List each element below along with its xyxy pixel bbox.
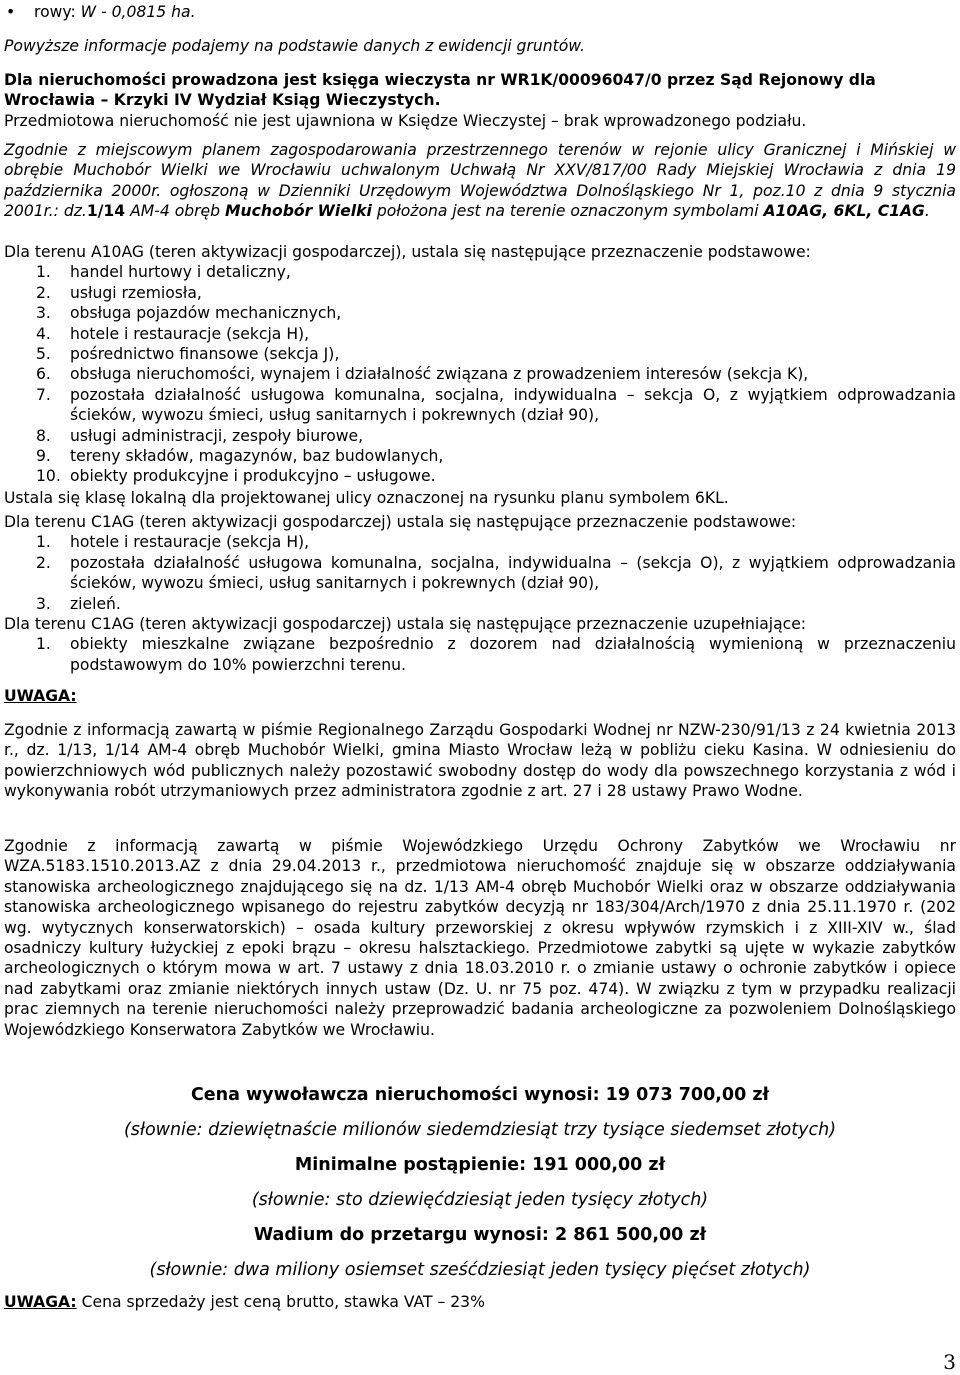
a10ag-section: [4, 242, 956, 487]
starting-price: Cena wywoławcza nieruchomości wynosi: 19 073 700,00 zł: [190, 1085, 770, 1105]
precinct-name: Muchobór Wielki: [225, 202, 372, 221]
zoning-plan-text: Zgodnie z miejscowym planem zagospodarowania przestrzennego terenów w rejonie ulicy Granicznej i Mińskiej w obrębie Muchobór Wielki we Wrocławiu uchwalonym Uchwałą Nr XXV/817/00 Rady Miejskiej Wrocławia z dnia 19 października 2000r. ogłoszoną w Dzienniki Urzędowym Województwa Dolnośląskiego Nr 1, poz.10 z dnia 9 stycznia 2001r.: dz.: [4, 141, 956, 221]
a10ag-list: [4, 262, 956, 486]
list-item: 5. pośrednictwo finansowe (sekcja J),: [36, 345, 340, 364]
list-item: 8. usługi administracji, zespoły biurowe,: [36, 426, 364, 445]
list-item: 4. hotele i restauracje (sekcja H),: [36, 324, 310, 343]
uwaga-heading: UWAGA:: [4, 687, 77, 705]
page-number: 3: [943, 1350, 956, 1374]
starting-price-words: (słownie: dziewiętnaście milionów siedemdziesiąt trzy tysiące siedemset złotych): [123, 1120, 837, 1140]
source-note: Powyższe informacje podajemy na podstawie danych z ewidencji gruntów.: [4, 37, 586, 55]
c1ag-supp-list: [4, 634, 956, 675]
bullet-item-ditches: [4, 2, 960, 22]
list-item: 7. pozostała działalność usługowa komunalna, socjalna, indywidualna – sekcja O, z wyjątkiem odprowadzania ścieków, wywozu śmieci, usług sanitarnych i pokrewnych (dział 90),: [36, 385, 956, 425]
6kl-class-note: Ustala się klasę lokalną dla projektowanej ulicy oznaczonej na rysunku planu symbolem 6KL.: [4, 489, 729, 507]
list-item: 10. obiekty produkcyjne i produkcyjno – usługowe.: [36, 467, 436, 486]
zone-symbols: A10AG, 6KL, C1AG: [763, 202, 925, 221]
c1ag-supp-intro: Dla terenu C1AG (teren aktywizacji gospodarczej) ustala się następujące przeznaczenie uzupełniające:: [4, 615, 807, 633]
list-item: 3. zieleń.: [36, 594, 121, 613]
final-note: [4, 1292, 485, 1312]
land-register-bold: Dla nieruchomości prowadzona jest księga wieczysta nr WR1K/00096047/0 przez Sąd Rejonowy dla Wrocławia – Krzyki IV Wydział Ksiąg Wieczystych.: [4, 71, 876, 110]
list-item: 2. pozostała działalność usługowa komunalna, socjalna, indywidualna – (sekcja O), z wyjątkiem odprowadzania ścieków, wywozu śmieci, usług sanitarnych i pokrewnych (dział 90),: [36, 553, 956, 593]
deposit-words: (słownie: dwa miliony osiemset sześćdziesiąt jeden tysięcy pięćset złotych): [149, 1260, 811, 1280]
land-register-status: Przedmiotowa nieruchomość nie jest ujawniona w Księdze Wieczystej – brak wprowadzonego podziału.: [4, 111, 807, 130]
parcel-number: 1/14: [86, 202, 126, 221]
list-item: 1. handel hurtowy i detaliczny,: [36, 263, 291, 282]
heritage-note: Zgodnie z informacją zawartą w piśmie Wojewódzkiego Urzędu Ochrony Zabytków we Wrocławiu nr WZA.5183.1510.2013.AZ z dnia 29.04.2013 r., przedmiotowa nieruchomość znajduje się w obszarze oddziaływania stanowiska archeologicznego znajdującego się na dz. 1/13 AM-4 obręb Muchobór Wielki oraz w obszarze oddziaływania stanowiska archeologicznego wpisanego do rejestru zabytków decyzją nr 183/304/Arch/1970 z dnia 25.11.1970 r. (202 wg. wytycznych konserwatorskich) – osada kultury przeworskiej z okresu wpływów rzymskich i z XIII-XIV w., ślad osadniczy kultury łużyckiej z epoki brązu – okresu halsztackiego. Przedmiotowe zabytki są ujęte w wykazie zabytków archeologicznych o którym mowa w art. 7 ustawy z dnia 18.03.2010 r. o zmianie ustawy o ochronie zabytków i opiece nad zabytkami oraz zmianie niektórych innych ustaw (Dz. U. nr 75 poz. 474). W związku z tym w przypadku realizacji prac ziemnych na terenie nieruchomości należy przeprowadzić badania archeologiczne za pozwoleniem Dolnośląskiego Wojewódzkiego Konserwatora Zabytków we Wrocławiu.: [4, 837, 956, 1039]
list-item: 9. tereny składów, magazynów, baz budowlanych,: [36, 447, 444, 466]
list-item: 3. obsługa pojazdów mechanicznych,: [36, 304, 342, 323]
c1ag-basic-intro: Dla terenu C1AG (teren aktywizacji gospodarczej) ustala się następujące przeznaczenie podstawowe:: [4, 513, 797, 531]
a10ag-intro: Dla terenu A10AG (teren aktywizacji gospodarczej), ustala się następujące przeznaczenie podstawowe:: [4, 243, 811, 261]
c1ag-supp-section: [4, 614, 956, 675]
bullet-value: W - 0,0815 ha.: [80, 3, 196, 21]
list-item: 6. obsługa nieruchomości, wynajem i działalność związana z prowadzeniem interesów (sekcja K),: [36, 365, 809, 384]
minimum-bid-words: (słownie: sto dziewięćdziesiąt jeden tysięcy złotych): [251, 1190, 709, 1210]
minimum-bid: Minimalne postąpienie: 191 000,00 zł: [294, 1155, 666, 1175]
water-authority-note: Zgodnie z informacją zawartą w piśmie Regionalnego Zarządu Gospodarki Wodnej nr NZW-230/91/13 z 24 kwietnia 2013 r., dz. 1/13, 1/14 AM-4 obręb Muchobór Wielki, gmina Miasto Wrocław leżą w pobliżu cieku Kasina. W odniesieniu do powierzchniowych wód publicznych należy pozostawić swobodny dostęp do wody dla powszechnego korzystania z wód i wykonywania robót utrzymaniowych przez administratora zgodnie z art. 27 i 28 ustawy Prawo Wodne.: [4, 721, 956, 801]
zoning-plan-end: .: [924, 202, 930, 221]
land-register-section: [4, 70, 956, 131]
zoning-plan-text-2: AM-4 obręb: [125, 202, 226, 221]
c1ag-basic-section: [4, 512, 956, 614]
list-item: 1. obiekty mieszkalne związane bezpośrednio z dozorem nad działalnością wymienioną w przeznaczeniu podstawowym do 10% powierzchni terenu.: [36, 635, 956, 674]
deposit: Wadium do przetargu wynosi: 2 861 500,00 zł: [253, 1225, 707, 1245]
list-item: 2. usługi rzemiosła,: [36, 283, 202, 302]
bullet-prefix: rowy:: [34, 3, 81, 21]
bullet-dot: •: [6, 3, 16, 21]
zoning-plan-paragraph: [4, 140, 956, 222]
list-item: 1. hotele i restauracje (sekcja H),: [36, 533, 310, 552]
zoning-plan-text-3: położona jest na terenie oznaczonym symbolami: [371, 202, 764, 221]
final-note-label: UWAGA:: [4, 1293, 77, 1311]
final-note-text: Cena sprzedaży jest ceną brutto, stawka VAT – 23%: [76, 1293, 485, 1311]
c1ag-basic-list: [4, 532, 956, 614]
pricing-block: [4, 1084, 956, 1281]
